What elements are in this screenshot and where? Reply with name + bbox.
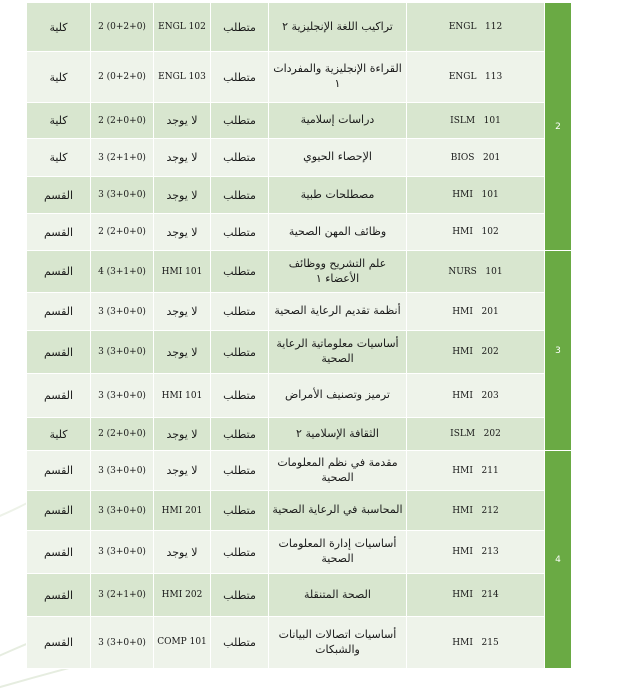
credit-hours: 4 (3+1+0): [91, 251, 154, 293]
table-row: [27, 374, 572, 418]
requirement: متطلب: [211, 531, 269, 574]
course-code: ISLM 101: [407, 103, 545, 139]
prerequisite: HMI 101: [154, 374, 211, 418]
course-type: كلية: [27, 52, 91, 103]
credit-hours: 2 (2+0+0): [91, 103, 154, 139]
course-name: أساسيات إدارة المعلومات الصحية: [269, 531, 407, 574]
course-code: HMI 214: [407, 574, 545, 617]
course-name: الثقافة الإسلامية ٢: [269, 418, 407, 451]
table-row: [27, 52, 572, 103]
table-row: [27, 491, 572, 531]
course-name: علم التشريح ووظائف الأعضاء ١: [269, 251, 407, 293]
requirement: متطلب: [211, 451, 269, 491]
course-type: القسم: [27, 214, 91, 251]
course-type: القسم: [27, 251, 91, 293]
course-type: القسم: [27, 374, 91, 418]
course-name: ترميز وتصنيف الأمراض: [269, 374, 407, 418]
course-type: القسم: [27, 293, 91, 331]
requirement: متطلب: [211, 418, 269, 451]
credit-hours: 2 (2+0+0): [91, 418, 154, 451]
course-type: القسم: [27, 531, 91, 574]
course-type: القسم: [27, 331, 91, 374]
requirement: متطلب: [211, 52, 269, 103]
requirement: متطلب: [211, 374, 269, 418]
course-code: HMI 201: [407, 293, 545, 331]
course-name: الإحصاء الحيوي: [269, 139, 407, 177]
prerequisite: ENGL 103: [154, 52, 211, 103]
prerequisite: لا يوجد: [154, 331, 211, 374]
requirement: متطلب: [211, 103, 269, 139]
requirement: متطلب: [211, 293, 269, 331]
course-type: القسم: [27, 177, 91, 214]
prerequisite: HMI 101: [154, 251, 211, 293]
prerequisite: لا يوجد: [154, 418, 211, 451]
course-type: القسم: [27, 451, 91, 491]
course-code: ENGL 113: [407, 52, 545, 103]
table-row: [27, 139, 572, 177]
requirement: متطلب: [211, 491, 269, 531]
requirement: متطلب: [211, 3, 269, 52]
prerequisite: COMP 101: [154, 617, 211, 669]
prerequisite: لا يوجد: [154, 103, 211, 139]
table-row: [27, 617, 572, 669]
requirement: متطلب: [211, 251, 269, 293]
course-code: HMI 211: [407, 451, 545, 491]
course-name: أساسيات اتصالات البيانات والشبكات: [269, 617, 407, 669]
table-row: [27, 331, 572, 374]
credit-hours: 3 (2+1+0): [91, 139, 154, 177]
course-name: الصحة المتنقلة: [269, 574, 407, 617]
credit-hours: 3 (3+0+0): [91, 491, 154, 531]
credit-hours: 2 (2+0+0): [91, 214, 154, 251]
course-name: دراسات إسلامية: [269, 103, 407, 139]
course-code: HMI 215: [407, 617, 545, 669]
credit-hours: 3 (3+0+0): [91, 293, 154, 331]
prerequisite: ENGL 102: [154, 3, 211, 52]
prerequisite: لا يوجد: [154, 451, 211, 491]
course-code: HMI 101: [407, 177, 545, 214]
credit-hours: 2 (0+2+0): [91, 52, 154, 103]
table-row: [27, 574, 572, 617]
requirement: متطلب: [211, 214, 269, 251]
requirement: متطلب: [211, 617, 269, 669]
prerequisite: HMI 202: [154, 574, 211, 617]
credit-hours: 3 (3+0+0): [91, 374, 154, 418]
prerequisite: لا يوجد: [154, 177, 211, 214]
course-code: HMI 202: [407, 331, 545, 374]
table-row: [27, 103, 572, 139]
course-code: HMI 203: [407, 374, 545, 418]
course-type: القسم: [27, 574, 91, 617]
course-code: HMI 102: [407, 214, 545, 251]
course-name: المحاسبة في الرعاية الصحية: [269, 491, 407, 531]
level-label: 2: [545, 3, 572, 251]
credit-hours: 3 (3+0+0): [91, 531, 154, 574]
prerequisite: لا يوجد: [154, 531, 211, 574]
credit-hours: 3 (2+1+0): [91, 574, 154, 617]
requirement: متطلب: [211, 139, 269, 177]
course-code: HMI 212: [407, 491, 545, 531]
requirement: متطلب: [211, 177, 269, 214]
course-code: BIOS 201: [407, 139, 545, 177]
level-label: 4: [545, 451, 572, 669]
table-row: [27, 251, 572, 293]
course-type: كلية: [27, 418, 91, 451]
prerequisite: HMI 201: [154, 491, 211, 531]
course-type: كلية: [27, 139, 91, 177]
course-name: مقدمة في نظم المعلومات الصحية: [269, 451, 407, 491]
credit-hours: 3 (3+0+0): [91, 451, 154, 491]
course-code: ISLM 202: [407, 418, 545, 451]
credit-hours: 3 (3+0+0): [91, 331, 154, 374]
course-code: HMI 213: [407, 531, 545, 574]
course-name: تراكيب اللغة الإنجليزية ٢: [269, 3, 407, 52]
table-row: [27, 177, 572, 214]
course-name: أنظمة تقديم الرعاية الصحية: [269, 293, 407, 331]
prerequisite: لا يوجد: [154, 139, 211, 177]
course-code: ENGL 112: [407, 3, 545, 52]
course-code: NURS 101: [407, 251, 545, 293]
course-name: وظائف المهن الصحية: [269, 214, 407, 251]
course-type: القسم: [27, 617, 91, 669]
course-type: كلية: [27, 103, 91, 139]
course-name: مصطلحات طبية: [269, 177, 407, 214]
level-label: 3: [545, 251, 572, 451]
course-name: القراءة الإنجليزية والمفردات ١: [269, 52, 407, 103]
table-row: [27, 293, 572, 331]
prerequisite: لا يوجد: [154, 293, 211, 331]
table-row: [27, 3, 572, 52]
credit-hours: 3 (3+0+0): [91, 617, 154, 669]
requirement: متطلب: [211, 574, 269, 617]
requirement: متطلب: [211, 331, 269, 374]
credit-hours: 3 (3+0+0): [91, 177, 154, 214]
course-type: كلية: [27, 3, 91, 52]
table-row: [27, 418, 572, 451]
table-row: [27, 451, 572, 491]
table-row: [27, 531, 572, 574]
study-plan-table: [26, 2, 572, 669]
table-row: [27, 214, 572, 251]
credit-hours: 2 (0+2+0): [91, 3, 154, 52]
prerequisite: لا يوجد: [154, 214, 211, 251]
course-type: القسم: [27, 491, 91, 531]
course-name: أساسيات معلوماتية الرعاية الصحية: [269, 331, 407, 374]
